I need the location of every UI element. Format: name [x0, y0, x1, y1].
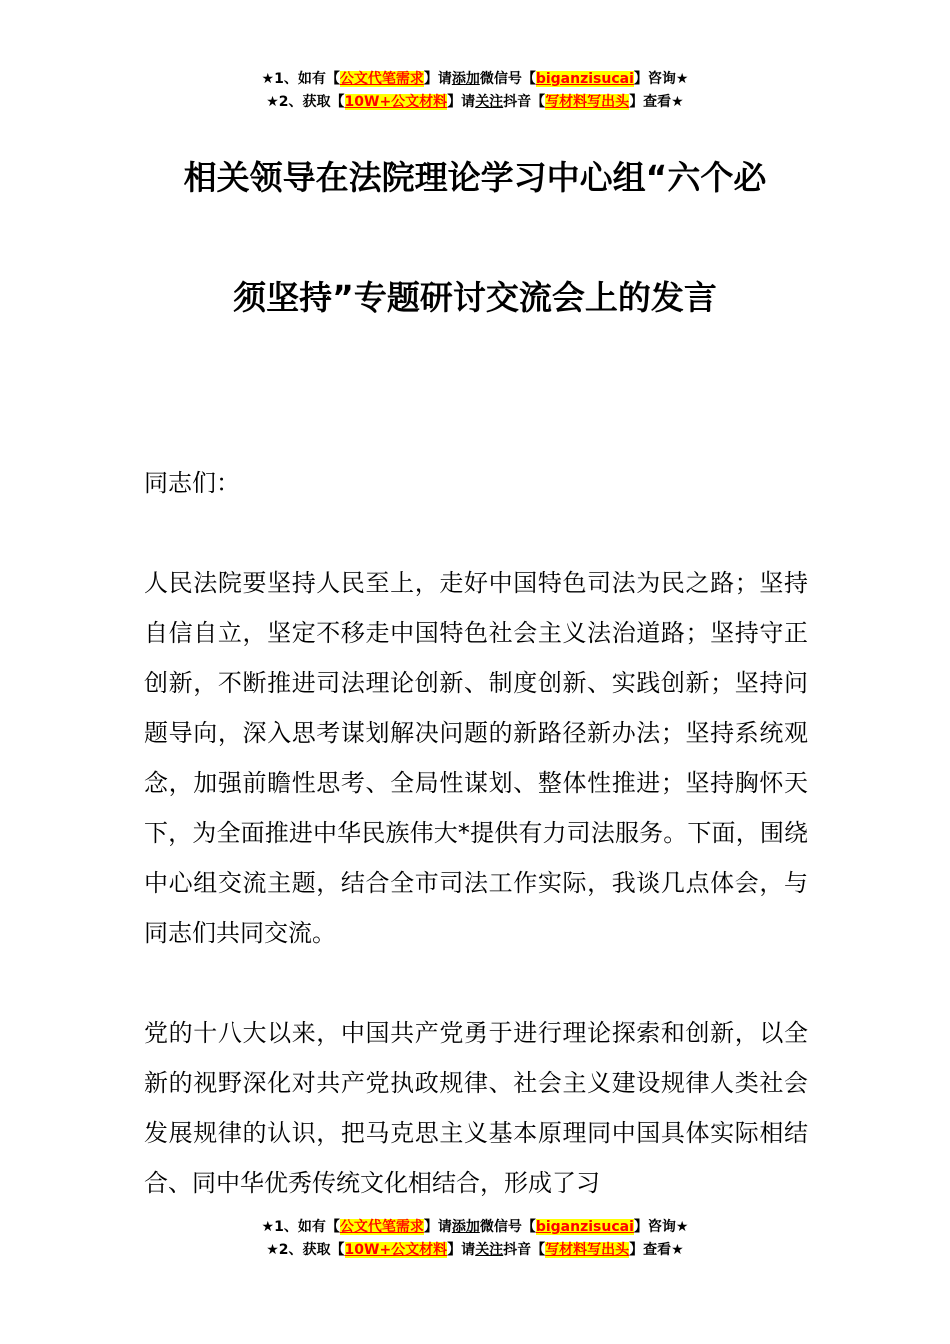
paragraph-2: 党的十八大以来，中国共产党勇于进行理论探索和创新，以全新的视野深化对共产党执政规律、社会主义建设规律人类社会发展规律的认识，把马克思主义基本原理同中国具体实际相结合、同中华优秀传统文化相结合，形成了习 — [144, 1019, 808, 1197]
banner-douyin-id: 写材料写出头 — [545, 1242, 630, 1258]
salutation: 同志们： — [144, 469, 240, 497]
footer-banner — [0, 1216, 950, 1262]
banner-line-1: ★1、如有【公文代笔需求】请添加微信号【biganzisucai】咨询★ — [261, 1219, 689, 1235]
banner-line-2: ★2、获取【10W+公文材料】请关注抖音【写材料写出头】查看★ — [266, 94, 684, 110]
paragraph-1: 人民法院要坚持人民至上，走好中国特色司法为民之路；坚持自信自立，坚定不移走中国特色社会主义法治道路；坚持守正创新，不断推进司法理论创新、制度创新、实践创新；坚持问题导向，深入思考谋划解决问题的新路径新办法；坚持系统观念，加强前瞻性思考、全局性谋划、整体性推进；坚持胸怀天下，为全面推进中华民族伟大*提供有力司法服务。下面，围绕中心组交流主题，结合全市司法工作实际，我谈几点体会，与同志们共同交流。 — [144, 569, 808, 947]
document-body — [144, 458, 808, 1258]
banner-wechat-id: biganzisucai — [535, 71, 634, 87]
banner-line-1: ★1、如有【公文代笔需求】请添加微信号【biganzisucai】咨询★ — [261, 71, 689, 87]
banner-wechat-id: biganzisucai — [535, 1219, 634, 1235]
banner-highlight: 10W+公文材料 — [344, 94, 448, 110]
banner-douyin-id: 写材料写出头 — [545, 94, 630, 110]
banner-highlight: 公文代笔需求 — [339, 1219, 424, 1235]
banner-highlight: 10W+公文材料 — [344, 1242, 448, 1258]
document-title-line-2: 须坚持”专题研讨交流会上的发言 — [233, 278, 717, 317]
banner-line-2: ★2、获取【10W+公文材料】请关注抖音【写材料写出头】查看★ — [266, 1242, 684, 1258]
header-banner — [0, 68, 950, 114]
banner-highlight: 公文代笔需求 — [339, 71, 424, 87]
document-title-line-1: 相关领导在法院理论学习中心组“六个必 — [183, 158, 767, 197]
